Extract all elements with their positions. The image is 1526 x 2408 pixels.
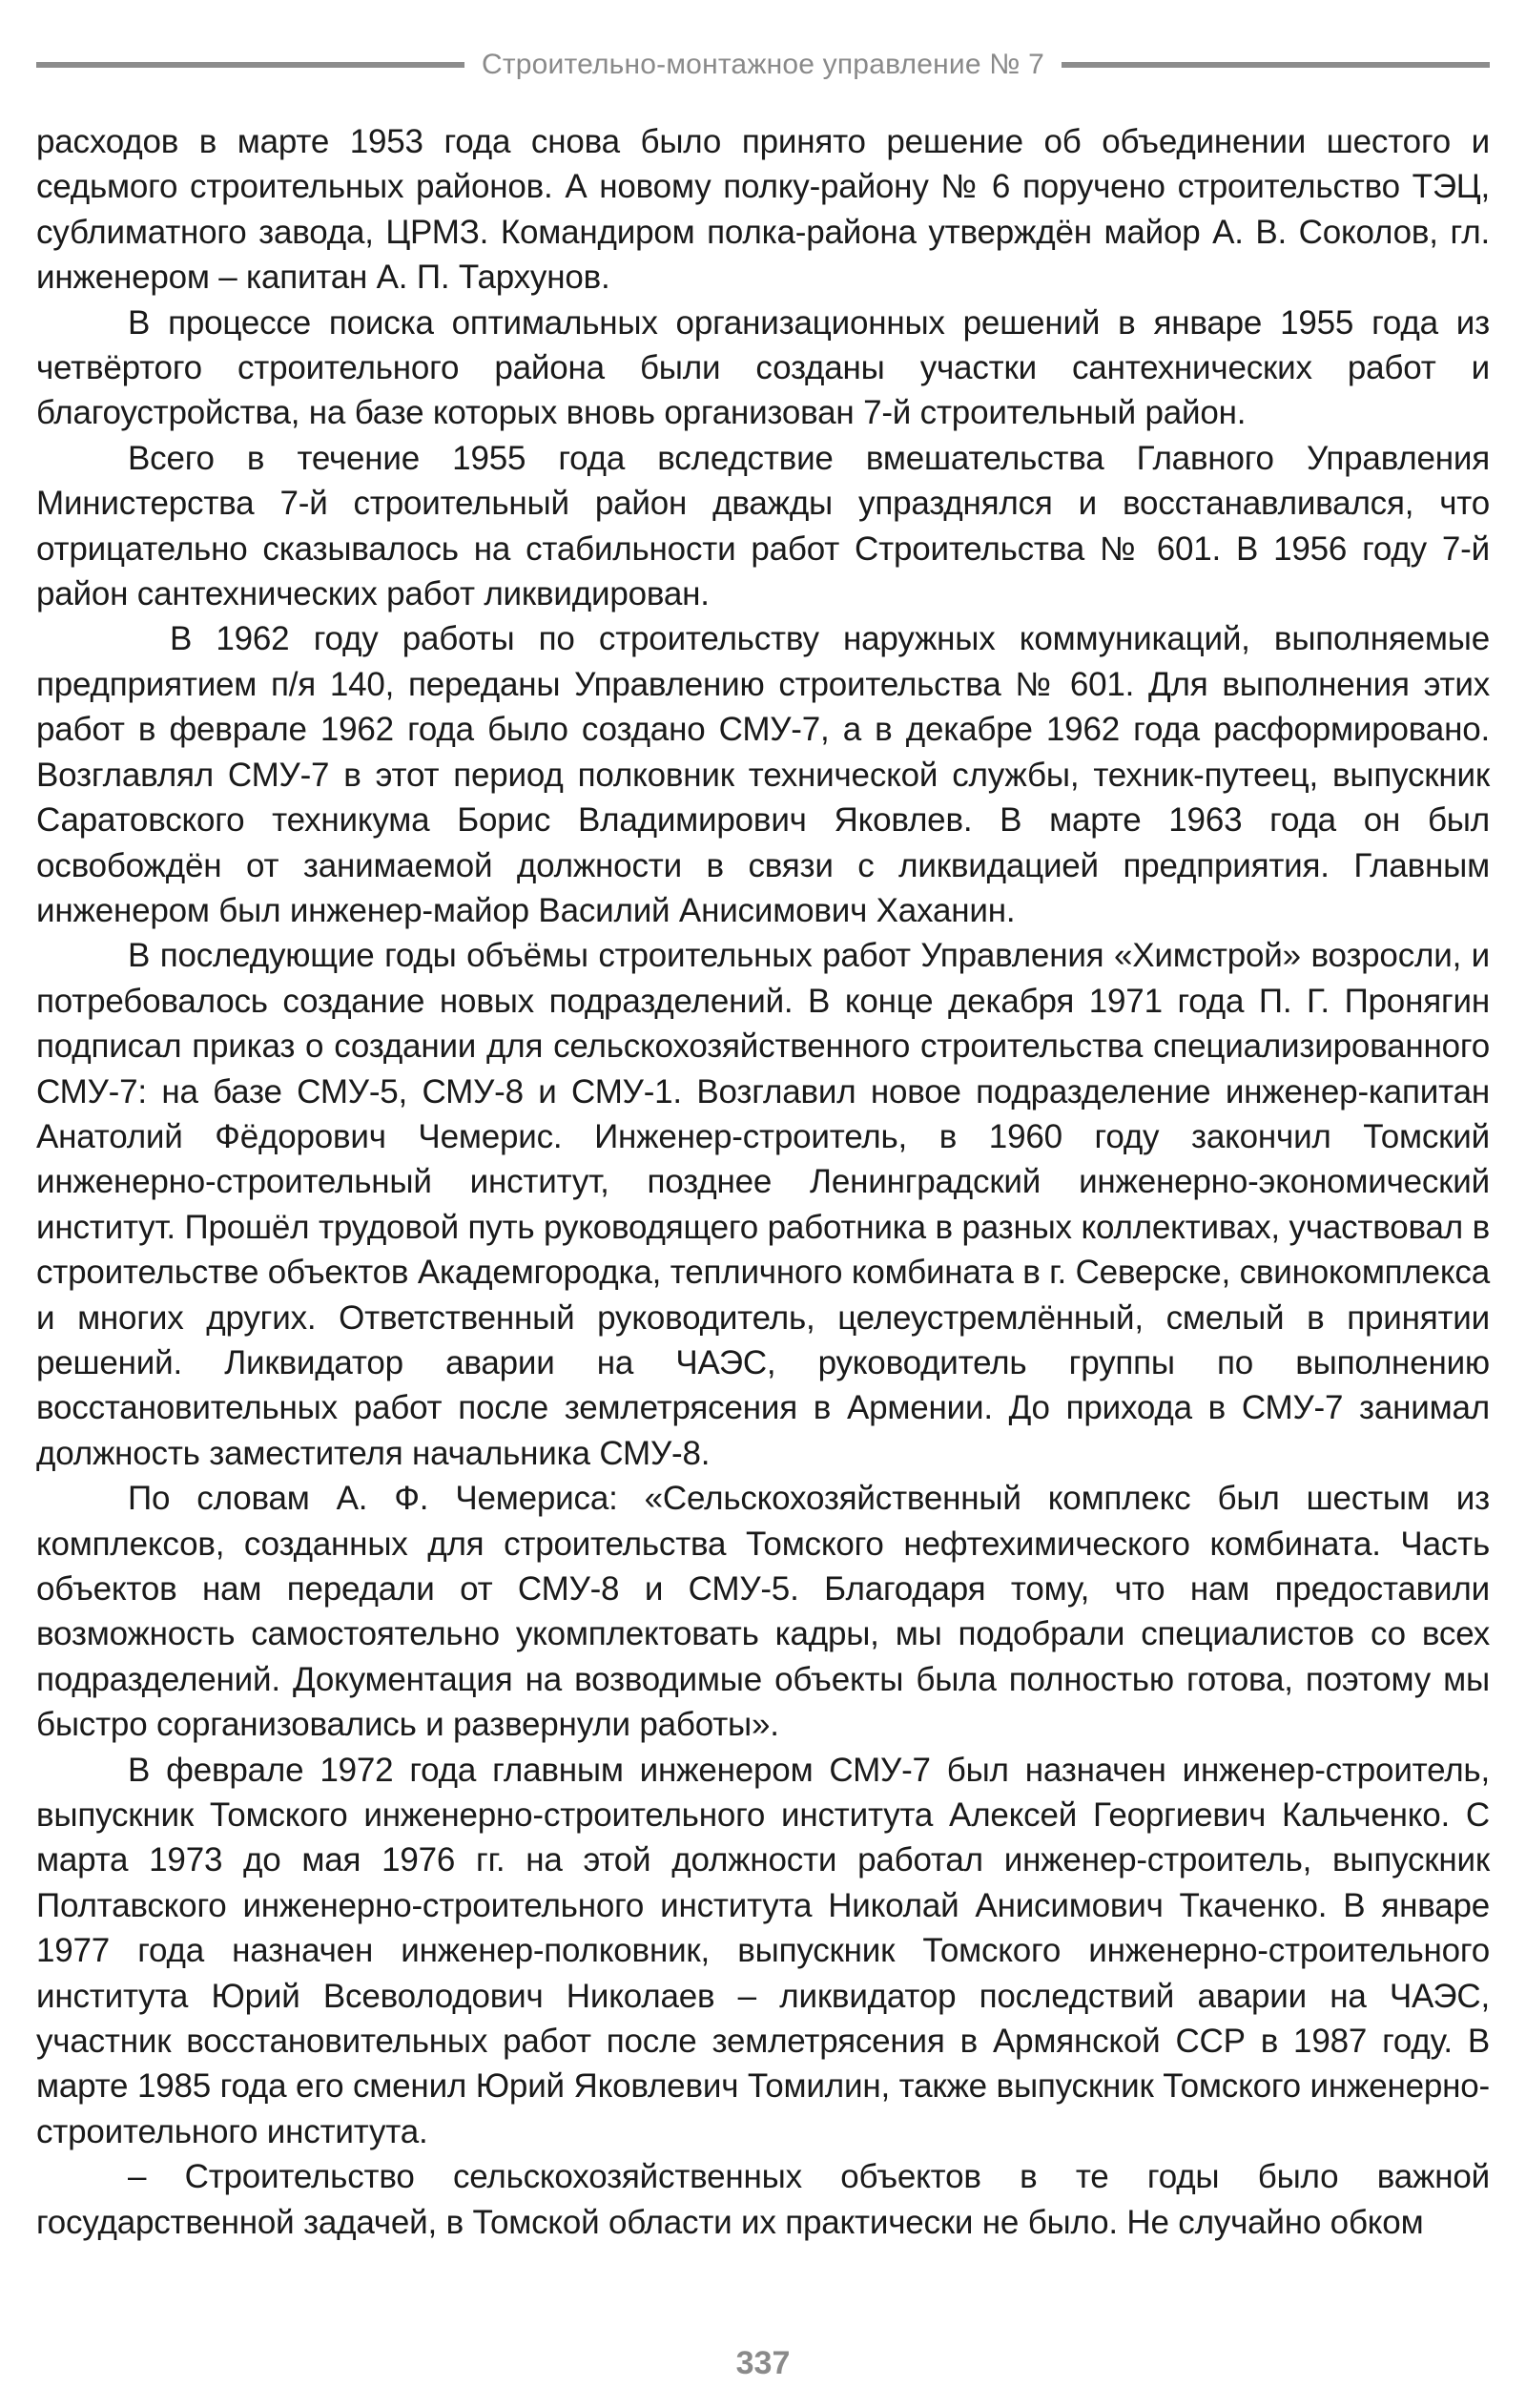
paragraph-7: В феврале 1972 года главным инженером СМУ-7 был назначен инженер-строитель, выпускник Томского инженерно-строительного института Алексей Георгиевич Кальченко. С марта 1973 до мая 1976 гг. на этой должности работал инженер-строитель, выпускник Полтавского инженерно-строительного института Николай Анисимович Ткаченко. В январе 1977 года назначен инженер-полковник, выпускник Томского инженерно-строительного института Юрий Всеволодович Николаев – ликвидатор последствий аварии на ЧАЭС, участник восстановительных работ после землетрясения в Армянской ССР в 1987 году. В марте 1985 года его сменил Юрий Яковлевич Томилин, также выпускник Томского инженерно-строительного института. [36, 1751, 1490, 2150]
paragraph-8: – Строительство сельскохозяйственных объектов в те годы было важной государственной задачей, в Томской области их практически не было. Не случайно обком [36, 2158, 1490, 2241]
header-title: Строительно-монтажное управление № 7 [481, 49, 1045, 80]
paragraph-4: В 1962 году работы по строительству наружных коммуникаций, выполняемые предприятием п/я 140, переданы Управлению строительства № 601. Для выполнения этих работ в феврале 1962 года было создано СМУ-7, а в декабре 1962 года расформировано. Возглавлял СМУ-7 в этот период полковник технической службы, техник-путеец, выпускник Саратовского техникума Борис Владимирович Яковлев. В марте 1963 года он был освобождён от занимаемой должности в связи с ликвидацией предприятия. Главным инженером был инженер-майор Василий Анисимович Хаханин. [36, 620, 1490, 929]
header-rule-left [36, 62, 464, 68]
paragraph-1: расходов в марте 1953 года снова было принято решение об объединении шестого и седьмого строительных районов. А новому полку-району № 6 поручено строительство ТЭЦ, сублиматного завода, ЦРМЗ. Командиром полка-района утверждён майор А. В. Соколов, гл. инженером – капитан А. П. Тархунов. [36, 123, 1490, 297]
paragraph-5: В последующие годы объёмы строительных работ Управления «Химстрой» возросли, и потребовалось создание новых подразделений. В конце декабря 1971 года П. Г. Пронягин подписал приказ о создании для сельскохозяйственного строительства специализированного СМУ-7: на базе СМУ-5, СМУ-8 и СМУ-1. Возглавил новое подразделение инженер-капитан Анатолий Фёдорович Чемерис. Инженер-строитель, в 1960 году закончил Томский инженерно-строительный институт, позднее Ленинградский инженерно-экономический институт. Прошёл трудовой путь руководящего работника в разных коллективах, участвовал в строительстве объектов Академгородка, тепличного комбината в г. Северске, свинокомплекса и многих других. Ответственный руководитель, целеустремлённый, смелый в принятии решений. Ликвидатор аварии на ЧАЭС, руководитель группы по выполнению восстановительных работ после землетрясения в Армении. До прихода в СМУ-7 занимал должность заместителя начальника СМУ-8. [36, 937, 1490, 1472]
paragraph-3: Всего в течение 1955 года вследствие вмешательства Главного Управления Министерства 7-й строительный район дважды упразднялся и восстанавливался, что отрицательно сказывалось на стабильности работ Строительства № 601. В 1956 году 7-й район сантехнических работ ликвидирован. [36, 439, 1490, 613]
page-body [36, 119, 1490, 2245]
page-number: 337 [735, 2345, 791, 2381]
running-header [36, 46, 1490, 84]
paragraph-2: В процессе поиска оптимальных организационных решений в январе 1955 года из четвёртого строительного района были созданы участки сантехнических работ и благоустройства, на базе которых вновь организован 7-й строительный район. [36, 303, 1490, 432]
header-rule-right [1062, 62, 1490, 68]
paragraph-6: По словам А. Ф. Чемериса: «Сельскохозяйственный комплекс был шестым из комплексов, созданных для строительства Томского нефтехимического комбината. Часть объектов нам передали от СМУ-8 и СМУ-5. Благодаря тому, что нам предоставили возможность самостоятельно укомплектовать кадры, мы подобрали специалистов со всех подразделений. Документация на возводимые объекты была полностью готова, поэтому мы быстро сорганизовались и развернули работы». [36, 1480, 1490, 1744]
